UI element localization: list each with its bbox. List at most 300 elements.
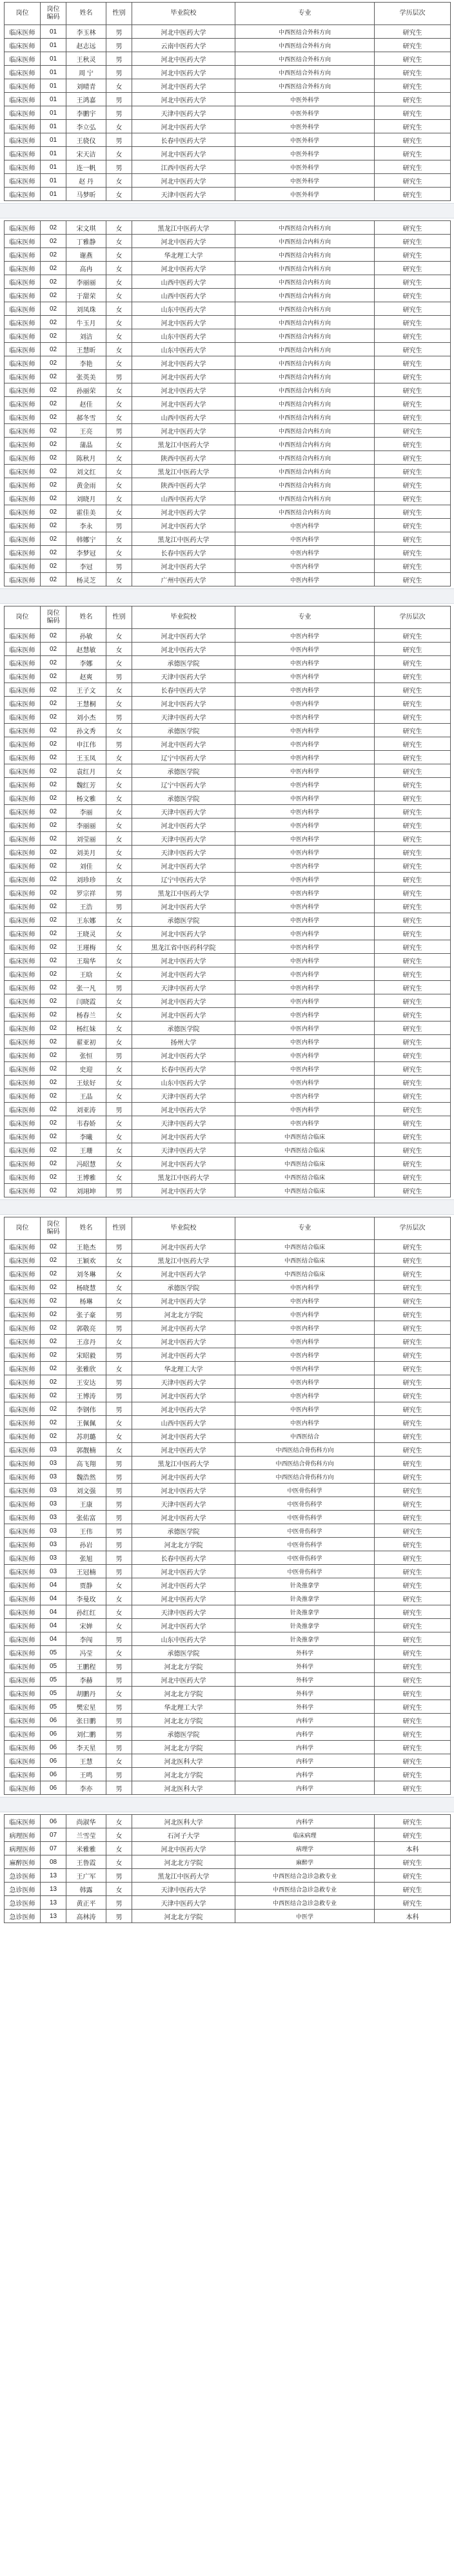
cell-name: 罗宗祥 [66, 886, 106, 900]
roster-table [4, 220, 451, 586]
cell-gender: 女 [106, 221, 132, 235]
cell-gender: 男 [106, 900, 132, 913]
cell-code: 03 [41, 1470, 66, 1484]
cell-degree: 研究生 [375, 656, 451, 670]
cell-post: 临床医师 [5, 764, 41, 778]
cell-gender: 女 [106, 120, 132, 133]
cell-major: 外科学 [235, 1660, 375, 1673]
cell-code: 04 [41, 1632, 66, 1646]
cell-post: 临床医师 [5, 1646, 41, 1660]
cell-name: 刘小杰 [66, 710, 106, 724]
cell-major: 中医内科学 [235, 546, 375, 559]
cell-major: 中医外科学 [235, 188, 375, 201]
cell-degree: 研究生 [375, 1565, 451, 1578]
cell-post: 临床医师 [5, 1130, 41, 1143]
table-row [5, 1497, 451, 1511]
cell-gender: 女 [106, 411, 132, 424]
cell-code: 02 [41, 927, 66, 940]
table-row [5, 1687, 451, 1700]
cell-name: 李永 [66, 519, 106, 532]
cell-name: 李玉林 [66, 25, 106, 39]
cell-post: 临床医师 [5, 438, 41, 451]
cell-post: 临床医师 [5, 147, 41, 160]
cell-code: 02 [41, 1348, 66, 1362]
cell-post: 临床医师 [5, 1049, 41, 1062]
cell-post: 临床医师 [5, 1632, 41, 1646]
cell-major: 中西医结合内科方向 [235, 465, 375, 478]
cell-code: 05 [41, 1646, 66, 1660]
cell-gender: 男 [106, 1402, 132, 1416]
table-row [5, 710, 451, 724]
cell-major: 中西医结合内科方向 [235, 235, 375, 248]
cell-code: 02 [41, 873, 66, 886]
cell-school: 河北中医药大学 [132, 397, 235, 411]
cell-post: 临床医师 [5, 1267, 41, 1281]
cell-school: 华北理工大学 [132, 1362, 235, 1375]
cell-name: 刘莹丽 [66, 832, 106, 846]
cell-degree: 研究生 [375, 1375, 451, 1389]
cell-code: 02 [41, 248, 66, 262]
table-row [5, 492, 451, 505]
cell-post: 临床医师 [5, 52, 41, 66]
cell-code: 02 [41, 546, 66, 559]
table-row [5, 1157, 451, 1170]
cell-school: 河北中医药大学 [132, 1402, 235, 1416]
table-row [5, 1130, 451, 1143]
cell-degree: 研究生 [375, 846, 451, 859]
cell-school: 山西中医药大学 [132, 492, 235, 505]
cell-major: 中西医结合内科方向 [235, 492, 375, 505]
cell-degree: 研究生 [375, 1348, 451, 1362]
cell-post: 临床医师 [5, 1511, 41, 1524]
cell-gender: 男 [106, 670, 132, 683]
cell-school: 黑龙江省中医药科学院 [132, 940, 235, 954]
cell-degree: 研究生 [375, 106, 451, 120]
cell-school: 河北中医药大学 [132, 559, 235, 573]
cell-name: 杨灵芝 [66, 573, 106, 586]
table-row [5, 670, 451, 683]
table-row [5, 1842, 451, 1855]
cell-school: 河北中医药大学 [132, 383, 235, 397]
cell-name: 王东娜 [66, 913, 106, 927]
cell-post: 临床医师 [5, 1281, 41, 1294]
cell-name: 孙红红 [66, 1605, 106, 1619]
cell-name: 刘亚涛 [66, 1103, 106, 1116]
table-row [5, 1402, 451, 1416]
cell-name: 张佑富 [66, 1511, 106, 1524]
cell-degree: 研究生 [375, 505, 451, 519]
cell-post: 临床医师 [5, 1022, 41, 1035]
cell-post: 临床医师 [5, 1103, 41, 1116]
cell-school: 河北医科大学 [132, 1815, 235, 1828]
table-row [5, 1321, 451, 1335]
cell-major: 中医骨伤科学 [235, 1497, 375, 1511]
cell-name: 王慧桐 [66, 697, 106, 710]
cell-gender: 女 [106, 1429, 132, 1443]
table-row [5, 1375, 451, 1389]
cell-code: 06 [41, 1714, 66, 1727]
cell-post: 临床医师 [5, 913, 41, 927]
cell-school: 河北北方学院 [132, 1308, 235, 1321]
cell-school: 河北中医药大学 [132, 927, 235, 940]
cell-major: 中医内科学 [235, 737, 375, 751]
cell-gender: 女 [106, 275, 132, 289]
cell-gender: 女 [106, 1883, 132, 1896]
cell-code: 01 [41, 93, 66, 106]
header-major: 专业 [235, 3, 375, 25]
cell-name: 谢燕 [66, 248, 106, 262]
page-gap [0, 1797, 454, 1812]
cell-name: 冯昭慧 [66, 1157, 106, 1170]
cell-gender: 男 [106, 981, 132, 994]
table-row [5, 1768, 451, 1781]
cell-code: 02 [41, 383, 66, 397]
cell-code: 02 [41, 724, 66, 737]
cell-gender: 女 [106, 1116, 132, 1130]
table-row [5, 1035, 451, 1049]
cell-gender: 女 [106, 188, 132, 201]
cell-school: 天津中医药大学 [132, 1375, 235, 1389]
cell-school: 河北中医药大学 [132, 52, 235, 66]
cell-major: 中医内科学 [235, 751, 375, 764]
cell-gender: 男 [106, 106, 132, 120]
cell-major: 中西医结合急诊急救专业 [235, 1896, 375, 1910]
table-row [5, 737, 451, 751]
cell-code: 05 [41, 1673, 66, 1687]
table-row [5, 174, 451, 188]
cell-major: 中医内科学 [235, 832, 375, 846]
cell-post: 临床医师 [5, 1429, 41, 1443]
cell-post: 临床医师 [5, 940, 41, 954]
cell-code: 02 [41, 900, 66, 913]
cell-major: 中医内科学 [235, 1416, 375, 1429]
header-major: 专业 [235, 1217, 375, 1240]
cell-school: 河北中医药大学 [132, 235, 235, 248]
cell-school: 河北北方学院 [132, 1687, 235, 1700]
cell-code: 02 [41, 818, 66, 832]
table-row [5, 329, 451, 343]
cell-code: 02 [41, 751, 66, 764]
cell-post: 临床医师 [5, 791, 41, 805]
header-name: 姓名 [66, 606, 106, 629]
cell-degree: 研究生 [375, 737, 451, 751]
cell-degree: 研究生 [375, 1116, 451, 1130]
cell-code: 01 [41, 188, 66, 201]
table-row [5, 683, 451, 697]
cell-gender: 男 [106, 1551, 132, 1565]
cell-degree: 研究生 [375, 1869, 451, 1883]
cell-gender: 女 [106, 1130, 132, 1143]
cell-gender: 女 [106, 1578, 132, 1592]
cell-code: 07 [41, 1842, 66, 1855]
cell-gender: 女 [106, 1143, 132, 1157]
cell-post: 临床医师 [5, 66, 41, 79]
cell-gender: 女 [106, 451, 132, 465]
table-row [5, 1443, 451, 1457]
cell-major: 中医内科学 [235, 532, 375, 546]
cell-school: 河北中医药大学 [132, 93, 235, 106]
cell-school: 天津中医药大学 [132, 805, 235, 818]
cell-degree: 研究生 [375, 940, 451, 954]
cell-gender: 女 [106, 1855, 132, 1869]
cell-post: 临床医师 [5, 248, 41, 262]
cell-code: 02 [41, 329, 66, 343]
cell-code: 02 [41, 886, 66, 900]
cell-major: 中医内科学 [235, 697, 375, 710]
cell-gender: 女 [106, 1828, 132, 1842]
table-row [5, 1815, 451, 1828]
cell-gender: 女 [106, 316, 132, 329]
cell-code: 02 [41, 1116, 66, 1130]
cell-major: 中西医结合内科方向 [235, 451, 375, 465]
cell-name: 刘晓月 [66, 492, 106, 505]
cell-major: 中西医结合内科方向 [235, 221, 375, 235]
cell-degree: 研究生 [375, 1035, 451, 1049]
cell-school: 河北中医药大学 [132, 147, 235, 160]
cell-name: 刘洁 [66, 329, 106, 343]
cell-degree: 研究生 [375, 383, 451, 397]
cell-post: 临床医师 [5, 656, 41, 670]
cell-school: 河北北方学院 [132, 1910, 235, 1923]
cell-code: 02 [41, 451, 66, 465]
cell-code: 02 [41, 1308, 66, 1321]
cell-name: 王晗 [66, 967, 106, 981]
cell-degree: 研究生 [375, 52, 451, 66]
cell-name: 刘晴青 [66, 79, 106, 93]
cell-post: 临床医师 [5, 1781, 41, 1795]
cell-code: 02 [41, 559, 66, 573]
cell-code: 13 [41, 1910, 66, 1923]
table-row [5, 438, 451, 451]
table-row [5, 262, 451, 275]
cell-post: 临床医师 [5, 546, 41, 559]
cell-code: 02 [41, 505, 66, 519]
cell-major: 中医内科学 [235, 778, 375, 791]
cell-degree: 研究生 [375, 1076, 451, 1089]
table-row [5, 791, 451, 805]
cell-gender: 男 [106, 1389, 132, 1402]
header-gender: 性别 [106, 3, 132, 25]
cell-post: 临床医师 [5, 927, 41, 940]
table-row [5, 981, 451, 994]
cell-name: 霍佳美 [66, 505, 106, 519]
table-row [5, 1022, 451, 1035]
cell-code: 06 [41, 1727, 66, 1741]
table-row [5, 1660, 451, 1673]
cell-name: 赵爽 [66, 670, 106, 683]
table-row [5, 913, 451, 927]
cell-name: 王鸣 [66, 1768, 106, 1781]
cell-gender: 女 [106, 1754, 132, 1768]
cell-degree: 研究生 [375, 370, 451, 383]
cell-code: 06 [41, 1754, 66, 1768]
cell-school: 华北理工大学 [132, 248, 235, 262]
table-row [5, 1605, 451, 1619]
table-row [5, 954, 451, 967]
cell-post: 临床医师 [5, 559, 41, 573]
cell-school: 承德医学院 [132, 791, 235, 805]
cell-gender: 男 [106, 1538, 132, 1551]
roster-table [4, 1814, 451, 1923]
cell-name: 苏玥璐 [66, 1429, 106, 1443]
cell-gender: 男 [106, 1511, 132, 1524]
cell-school: 河北中医药大学 [132, 25, 235, 39]
cell-degree: 研究生 [375, 751, 451, 764]
cell-code: 01 [41, 133, 66, 147]
cell-post: 临床医师 [5, 859, 41, 873]
cell-code: 02 [41, 764, 66, 778]
cell-name: 冯莹 [66, 1646, 106, 1660]
cell-gender: 女 [106, 478, 132, 492]
cell-name: 张雅欣 [66, 1362, 106, 1375]
cell-gender: 男 [106, 1700, 132, 1714]
table-row [5, 1470, 451, 1484]
cell-school: 长春中医药大学 [132, 683, 235, 697]
cell-name: 胡鹏丹 [66, 1687, 106, 1700]
cell-degree: 研究生 [375, 93, 451, 106]
cell-major: 中医内科学 [235, 764, 375, 778]
cell-gender: 女 [106, 994, 132, 1008]
cell-gender: 男 [106, 52, 132, 66]
cell-degree: 研究生 [375, 262, 451, 275]
table-row [5, 818, 451, 832]
cell-post: 临床医师 [5, 120, 41, 133]
cell-code: 02 [41, 778, 66, 791]
cell-major: 针灸推拿学 [235, 1632, 375, 1646]
table-row [5, 1267, 451, 1281]
cell-gender: 女 [106, 1815, 132, 1828]
cell-code: 02 [41, 805, 66, 818]
cell-major: 临床病理 [235, 1828, 375, 1842]
cell-degree: 研究生 [375, 1103, 451, 1116]
cell-school: 河北中医药大学 [132, 1592, 235, 1605]
header-major: 专业 [235, 606, 375, 629]
cell-code: 02 [41, 1062, 66, 1076]
table-row [5, 1170, 451, 1184]
cell-major: 中医外科学 [235, 147, 375, 160]
cell-degree: 研究生 [375, 411, 451, 424]
table-row [5, 724, 451, 737]
table-row [5, 147, 451, 160]
cell-post: 临床医师 [5, 886, 41, 900]
cell-code: 02 [41, 913, 66, 927]
table-row [5, 832, 451, 846]
table-row [5, 106, 451, 120]
cell-code: 02 [41, 289, 66, 302]
cell-code: 02 [41, 1157, 66, 1170]
cell-code: 03 [41, 1538, 66, 1551]
cell-major: 外科学 [235, 1687, 375, 1700]
cell-code: 02 [41, 1294, 66, 1308]
cell-major: 中西医结合内科方向 [235, 478, 375, 492]
cell-major: 中西医结合内科方向 [235, 370, 375, 383]
cell-post: 临床医师 [5, 275, 41, 289]
cell-name: 王亮 [66, 424, 106, 438]
cell-post: 临床医师 [5, 1362, 41, 1375]
cell-gender: 女 [106, 1592, 132, 1605]
cell-school: 河北中医药大学 [132, 1673, 235, 1687]
cell-degree: 研究生 [375, 1883, 451, 1896]
cell-major: 针灸推拿学 [235, 1592, 375, 1605]
cell-code: 02 [41, 235, 66, 248]
cell-major: 中西医结合内科方向 [235, 248, 375, 262]
cell-degree: 研究生 [375, 1524, 451, 1538]
cell-post: 临床医师 [5, 1035, 41, 1049]
cell-code: 03 [41, 1524, 66, 1538]
table-row [5, 1184, 451, 1197]
table-row [5, 1308, 451, 1321]
cell-degree: 研究生 [375, 1402, 451, 1416]
cell-major: 中医内科学 [235, 940, 375, 954]
cell-gender: 男 [106, 1869, 132, 1883]
cell-degree: 研究生 [375, 1619, 451, 1632]
cell-post: 临床医师 [5, 1416, 41, 1429]
cell-post: 临床医师 [5, 532, 41, 546]
cell-code: 02 [41, 1076, 66, 1089]
cell-major: 中医内科学 [235, 1335, 375, 1348]
cell-gender: 男 [106, 1781, 132, 1795]
cell-gender: 女 [106, 302, 132, 316]
cell-code: 02 [41, 1184, 66, 1197]
cell-school: 河北中医药大学 [132, 316, 235, 329]
cell-code: 02 [41, 1143, 66, 1157]
cell-code: 02 [41, 221, 66, 235]
cell-school: 河北中医药大学 [132, 1484, 235, 1497]
cell-major: 中医内科学 [235, 1008, 375, 1022]
cell-major: 中医骨伤科学 [235, 1538, 375, 1551]
cell-major: 中西医结合骨伤科方向 [235, 1470, 375, 1484]
cell-major: 中西医结合外科方向 [235, 52, 375, 66]
cell-gender: 男 [106, 710, 132, 724]
cell-name: 王彦丹 [66, 1335, 106, 1348]
cell-gender: 女 [106, 343, 132, 356]
cell-degree: 研究生 [375, 1443, 451, 1457]
cell-school: 山西中医药大学 [132, 411, 235, 424]
cell-degree: 研究生 [375, 289, 451, 302]
cell-degree: 研究生 [375, 724, 451, 737]
cell-school: 天津中医药大学 [132, 1896, 235, 1910]
cell-degree: 研究生 [375, 1896, 451, 1910]
cell-name: 赵 丹 [66, 174, 106, 188]
cell-degree: 研究生 [375, 316, 451, 329]
cell-major: 中医学 [235, 1910, 375, 1923]
cell-name: 王博涛 [66, 1389, 106, 1402]
cell-school: 河北中医药大学 [132, 954, 235, 967]
table-row [5, 656, 451, 670]
cell-degree: 研究生 [375, 818, 451, 832]
table-row [5, 1646, 451, 1660]
table-row [5, 697, 451, 710]
cell-degree: 研究生 [375, 546, 451, 559]
cell-major: 中西医结合急诊急救专业 [235, 1883, 375, 1896]
cell-major: 中医内科学 [235, 519, 375, 532]
cell-major: 中西医结合临床 [235, 1170, 375, 1184]
cell-code: 02 [41, 465, 66, 478]
table-row [5, 1103, 451, 1116]
cell-degree: 研究生 [375, 1254, 451, 1267]
cell-degree: 研究生 [375, 66, 451, 79]
cell-major: 中西医结合临床 [235, 1143, 375, 1157]
cell-gender: 女 [106, 643, 132, 656]
cell-name: 史迎 [66, 1062, 106, 1076]
cell-school: 长春中医药大学 [132, 133, 235, 147]
cell-name: 王浩 [66, 900, 106, 913]
cell-degree: 研究生 [375, 1321, 451, 1335]
cell-school: 黑龙江中医药大学 [132, 438, 235, 451]
table-row [5, 1389, 451, 1402]
cell-major: 内科学 [235, 1754, 375, 1768]
cell-code: 13 [41, 1896, 66, 1910]
